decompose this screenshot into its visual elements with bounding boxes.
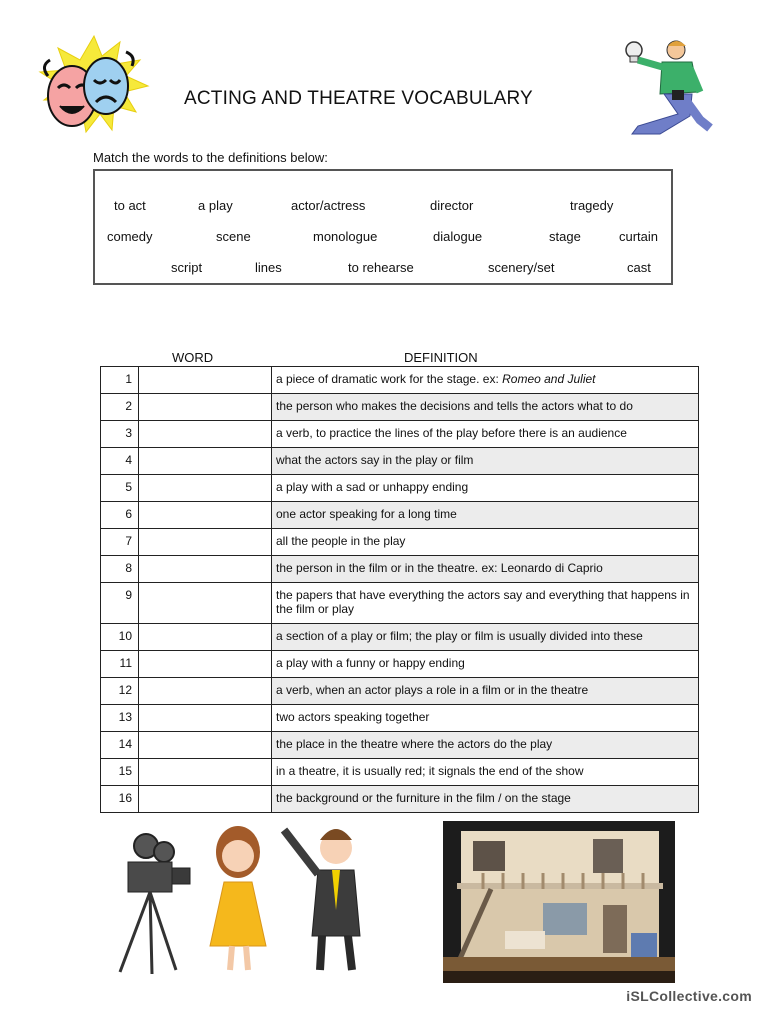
word-answer-cell[interactable]: [139, 583, 272, 624]
word-answer-cell[interactable]: [139, 678, 272, 705]
row-number: 14: [101, 732, 139, 759]
word-bank-item: tragedy: [570, 198, 614, 213]
table-row: [101, 394, 699, 421]
definition-cell: [272, 583, 699, 624]
row-number: 8: [101, 556, 139, 583]
word-bank-item: lines: [255, 260, 282, 275]
word-bank-item: scenery/set: [488, 260, 555, 275]
definition-example: Romeo and Juliet: [502, 372, 596, 386]
definition-text: the place in the theatre where the actors do the play: [276, 737, 553, 751]
definition-cell: [272, 421, 699, 448]
definition-text: a section of a play or film; the play or film is usually divided into these: [276, 629, 643, 643]
definition-text: a play with a sad or unhappy ending: [276, 480, 469, 494]
definition-text: the person who makes the decisions and tells the actors what to do: [276, 399, 633, 413]
table-row: [101, 421, 699, 448]
definition-cell: [272, 367, 699, 394]
table-row: [101, 529, 699, 556]
table-row: [101, 475, 699, 502]
word-answer-cell[interactable]: [139, 732, 272, 759]
row-number: 11: [101, 651, 139, 678]
definition-text: the person in the film or in the theatre. ex: Leonardo di Caprio: [276, 561, 603, 575]
word-answer-cell[interactable]: [139, 502, 272, 529]
definition-cell: [272, 732, 699, 759]
vocabulary-table: [100, 366, 699, 813]
table-row: [101, 448, 699, 475]
word-answer-cell[interactable]: [139, 556, 272, 583]
definition-text: a piece of dramatic work for the stage. ex:: [276, 372, 503, 386]
definition-text: all the people in the play: [276, 534, 406, 548]
word-bank-item: monologue: [313, 229, 378, 244]
table-row: [101, 732, 699, 759]
table-row: [101, 556, 699, 583]
word-column-header: WORD: [172, 350, 214, 365]
word-bank-item: a play: [198, 198, 233, 213]
instructions: Match the words to the definitions below:: [93, 150, 328, 165]
word-answer-cell[interactable]: [139, 394, 272, 421]
word-bank-item: curtain: [619, 229, 659, 244]
row-number: 16: [101, 786, 139, 813]
table-row: [101, 583, 699, 624]
table-row: [101, 786, 699, 813]
definition-column-header: DEFINITION: [404, 350, 478, 365]
word-answer-cell[interactable]: [139, 421, 272, 448]
word-bank-item: comedy: [107, 229, 153, 244]
page-title: ACTING AND THEATRE VOCABULARY: [184, 88, 533, 109]
word-answer-cell[interactable]: [139, 624, 272, 651]
definition-cell: [272, 786, 699, 813]
table-row: [101, 705, 699, 732]
row-number: 4: [101, 448, 139, 475]
definition-cell: [272, 651, 699, 678]
table-row: [101, 651, 699, 678]
word-answer-cell[interactable]: [139, 367, 272, 394]
word-answer-cell[interactable]: [139, 475, 272, 502]
table-row: [101, 759, 699, 786]
word-bank-item: dialogue: [433, 229, 483, 244]
row-number: 7: [101, 529, 139, 556]
word-answer-cell[interactable]: [139, 651, 272, 678]
definition-text: the background or the furniture in the film / on the stage: [276, 791, 571, 805]
definition-text: a verb, when an actor plays a role in a film or in the theatre: [276, 683, 589, 697]
word-bank-item: script: [171, 260, 203, 275]
row-number: 6: [101, 502, 139, 529]
word-bank-item: to rehearse: [348, 260, 414, 275]
word-bank-item: actor/actress: [291, 198, 366, 213]
row-number: 9: [101, 583, 139, 624]
stage-set-photo: [443, 821, 675, 983]
definition-cell: [272, 624, 699, 651]
table-row: [101, 502, 699, 529]
table-row: [101, 367, 699, 394]
definition-cell: [272, 475, 699, 502]
definition-text: in a theatre, it is usually red; it signals the end of the show: [276, 764, 584, 778]
definition-cell: [272, 529, 699, 556]
word-bank-item: stage: [549, 229, 581, 244]
definition-text: a play with a funny or happy ending: [276, 656, 465, 670]
actors-camera-image: [106, 812, 382, 980]
table-row: [101, 678, 699, 705]
word-bank-box: [93, 169, 673, 285]
hamlet-actor-image: [618, 38, 732, 140]
word-bank-item: cast: [627, 260, 651, 275]
definition-cell: [272, 705, 699, 732]
definition-cell: [272, 556, 699, 583]
word-bank-item: scene: [216, 229, 251, 244]
definition-text: a verb, to practice the lines of the play before there is an audience: [276, 426, 627, 440]
word-bank-item: director: [430, 198, 474, 213]
definition-text: one actor speaking for a long time: [276, 507, 457, 521]
definition-text: the papers that have everything the actors say and everything that happens in the film or play: [276, 588, 690, 616]
definition-cell: [272, 394, 699, 421]
row-number: 5: [101, 475, 139, 502]
word-answer-cell[interactable]: [139, 448, 272, 475]
row-number: 3: [101, 421, 139, 448]
row-number: 1: [101, 367, 139, 394]
word-answer-cell[interactable]: [139, 759, 272, 786]
row-number: 2: [101, 394, 139, 421]
word-answer-cell[interactable]: [139, 786, 272, 813]
word-bank-item: to act: [114, 198, 146, 213]
row-number: 13: [101, 705, 139, 732]
definition-cell: [272, 502, 699, 529]
row-number: 12: [101, 678, 139, 705]
theatre-masks-image: [24, 34, 158, 138]
table-row: [101, 624, 699, 651]
definition-cell: [272, 448, 699, 475]
footer-watermark: iSLCollective.com: [626, 988, 752, 1004]
row-number: 10: [101, 624, 139, 651]
word-answer-cell[interactable]: [139, 529, 272, 556]
definition-text: what the actors say in the play or film: [276, 453, 474, 467]
definition-text: two actors speaking together: [276, 710, 430, 724]
word-answer-cell[interactable]: [139, 705, 272, 732]
definition-cell: [272, 759, 699, 786]
row-number: 15: [101, 759, 139, 786]
definition-cell: [272, 678, 699, 705]
